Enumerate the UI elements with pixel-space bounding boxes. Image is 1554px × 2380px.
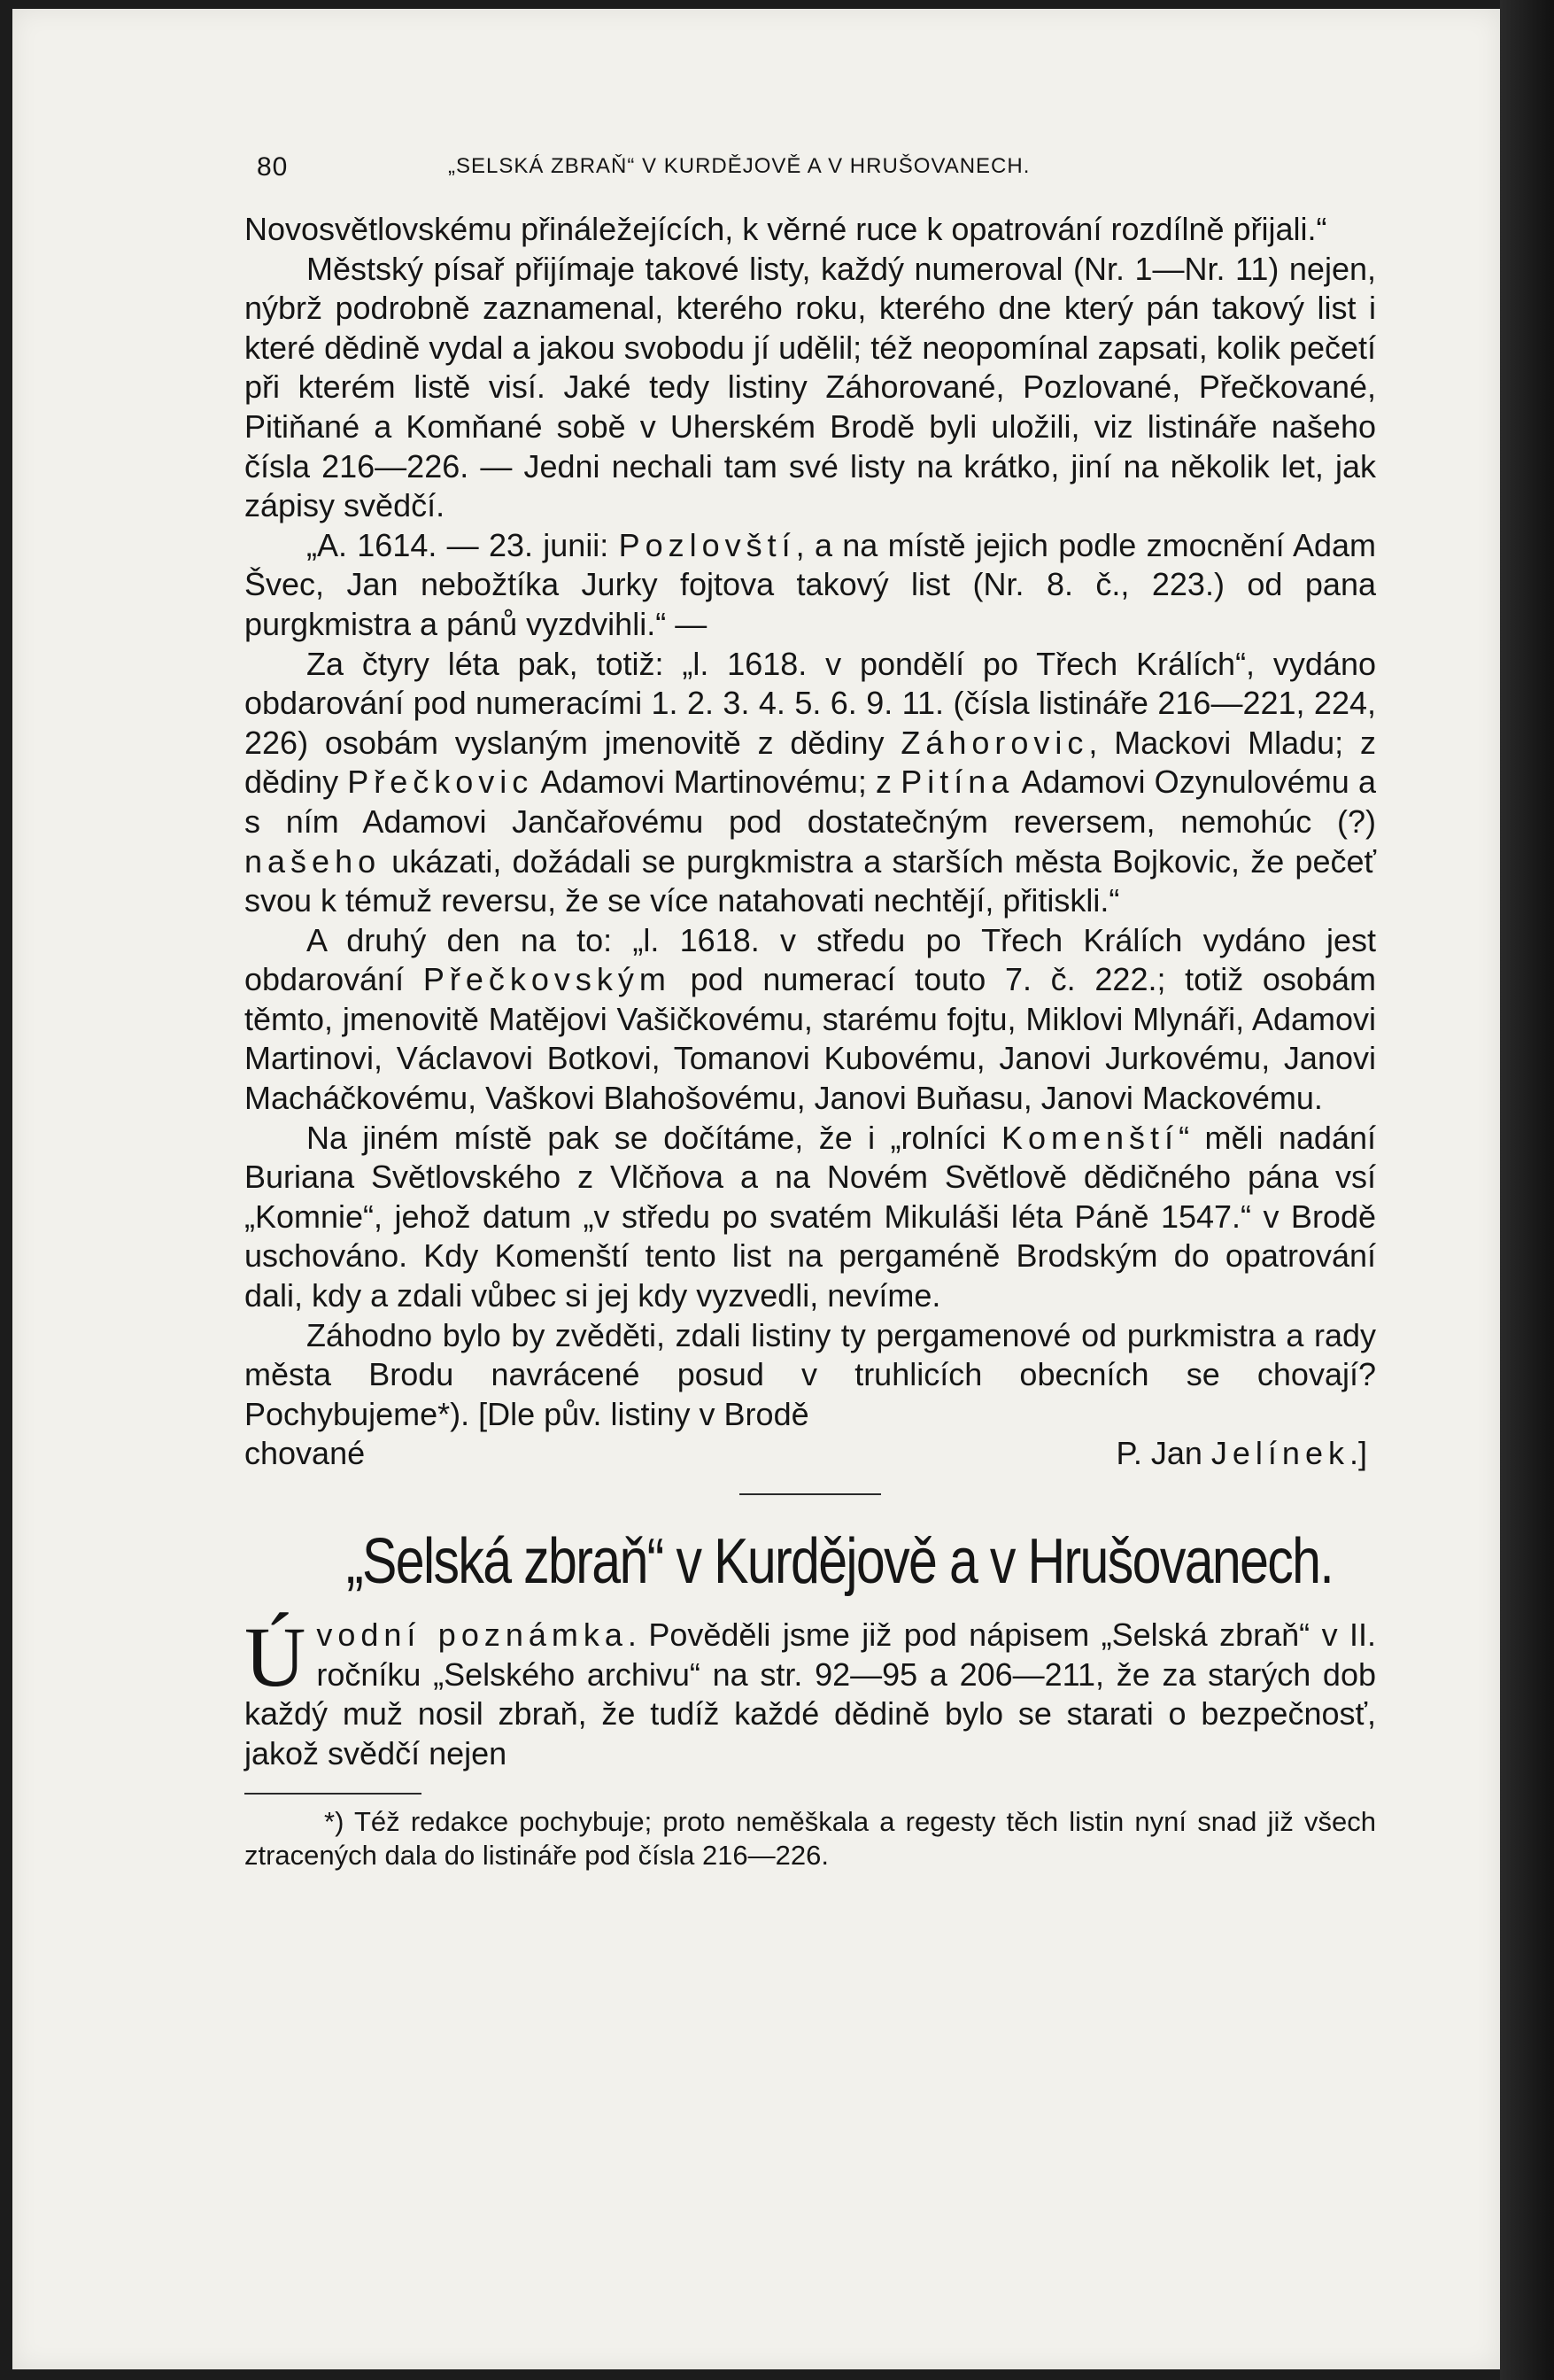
scan-edge bbox=[1500, 0, 1554, 2380]
author-end: .] bbox=[1349, 1435, 1367, 1472]
p3-text-b: , a na místě jejich podle zmocnění Adam Švec, Jan nebožtíka Jurky fojtova takový list (Nr. 8. č., 223.) od pana purgkmistra a pánů vyzdvihli.“ — bbox=[244, 526, 1376, 642]
p6-text-a: Na jiném místě pak se dočítáme, že i „rolníci bbox=[306, 1119, 1001, 1156]
p4-text-e: ukázati, dožádali se purgkmistra a starších města Bojkovic, že pečeť svou k témuž reversu, že se více natahovati nechtějí, přitiskli.“ bbox=[244, 842, 1376, 919]
signature-row bbox=[244, 1434, 1376, 1474]
p4-text-a: Za čtyry léta pak, totiž: „l. 1618. v pondělí po Třech Králích“, vydáno obdarování pod numeracími 1. 2. 3. 4. 5. 6. 9. 11. (čísla listináře 216—221, 224, 226) osobám vyslaným jmenovitě z dědiny bbox=[244, 645, 1376, 761]
paragraph-7: Záhodno bylo by zvěděti, zdali listiny ty pergamenové od purkmistra a rady města Brodu navrácené posud v truhlicích obecních se chovají? Pochybujeme*). [Dle pův. listiny v Brodě bbox=[244, 1316, 1376, 1432]
p5-text-b: pod numerací touto 7. č. 222.; totiž osobám těmto, jmenovitě Matějovi Vašičkovému, starému fojtu, Miklovi Mlynáři, Adamovi Martinovi, Václavovi Botkovi, Tomanovi Kubovému, Janovi Jurkovému, Janovi Macháčkovému, Vaškovi Blahošovému, Janovi Buňasu, Janovi Mackovému. bbox=[244, 961, 1376, 1117]
footnote-divider bbox=[244, 1793, 421, 1795]
intro-text: . Pověděli jsme již pod nápisem „Selská zbraň“ v II. ročníku „Selského archivu“ na str. 92—95 a 206—211, že za starých dob každý muž nosil zbraň, že tudíž každé dědině bylo se starati o bezpečnosť, jakož svědčí nejen bbox=[244, 1616, 1377, 1771]
section-divider bbox=[739, 1493, 881, 1495]
paragraph-2: Městský písař přijímaje takové listy, každý numeroval (Nr. 1—Nr. 11) nejen, nýbrž podrobně zaznamenal, kterého roku, kterého dne který pán takový list i které dědině vydal a jakou svobodu jí udělil; též neopomínal zapsati, kolik pečetí při kterém listě visí. Jaké tedy listiny Záhorované, Pozlované, Přečkované, Pitiňané a Komňané sobě v Uherském Brodě byli uložili, viz listináře našeho čísla 216—226. — Jedni nechali tam své listy na krátko, jiní na několik let, jak zápisy svědčí. bbox=[244, 250, 1376, 524]
p4-spaced-naseho: našeho bbox=[244, 842, 382, 880]
article-intro bbox=[244, 1609, 1377, 1773]
page-number: 80 bbox=[257, 152, 289, 182]
p4-text-b: , Mackovi Mladu; z dědiny bbox=[244, 724, 1377, 801]
intro-spaced-heading: vodní poznámka bbox=[316, 1616, 628, 1653]
p4-text-c: Adamovi Martinovému; z bbox=[533, 764, 901, 801]
p3-spaced-pozlovsti: Pozlovští bbox=[618, 526, 796, 563]
author-first: P. Jan bbox=[1116, 1435, 1211, 1472]
book-page bbox=[12, 9, 1500, 2369]
author-surname: Jelínek bbox=[1210, 1435, 1349, 1472]
p5-text-a: A druhý den na to: „l. 1618. v středu po Třech Králích vydáno jest obdarování bbox=[244, 921, 1376, 998]
running-title: „SELSKÁ ZBRAŇ“ V KURDĚJOVĚ A V HRUŠOVANECH. bbox=[448, 154, 1031, 178]
paragraph-6 bbox=[244, 1119, 1376, 1316]
p5-spaced-preckovskym: Přečkovským bbox=[422, 961, 671, 998]
paragraph-1: Novosvětlovskému přináležejících, k věrné ruce k opatrování rozdílně přijali.“ bbox=[244, 211, 1327, 247]
p3-text-a: „A. 1614. — 23. junii: bbox=[306, 526, 619, 563]
article-title: „Selská zbraň“ v Kurdějově a v Hrušovanech. bbox=[346, 1526, 1334, 1597]
paragraph-3 bbox=[244, 526, 1376, 645]
p6-spaced-komensti: Komenští bbox=[1001, 1119, 1179, 1156]
page-content bbox=[244, 142, 1376, 1872]
p4-text-d: Adamovi Ozynulovému a s ním Adamovi Jančařovému pod dostatečným reversem, nemohúc (?) bbox=[244, 764, 1376, 840]
p4-spaced-zahorovic: Záhorovic bbox=[901, 724, 1089, 761]
p4-spaced-preckovic: Přečkovic bbox=[347, 764, 534, 801]
signature-left: chované bbox=[244, 1435, 366, 1472]
running-head bbox=[244, 142, 1376, 186]
signature-author bbox=[1116, 1434, 1376, 1474]
p6-text-b: “ měli nadání Buriana Světlovského z Vlčňova a na Novém Světlově dědičného pána vsí „Komnie“, jehož datum „v středu po svatém Mikuláši léta Páně 1547.“ v Brodě uschováno. Kdy Komenští tento list na pergaméně Brodským do opatrování dali, kdy a zdali vůbec si jej kdy vyzvedli, nevíme. bbox=[244, 1119, 1376, 1314]
drop-cap: Ú bbox=[244, 1609, 306, 1704]
p4-spaced-pitina: Pitína bbox=[901, 764, 1015, 801]
footnote: *) Též redakce pochybuje; proto neměškala a regesty těch listin nyní snad již všech ztracených dala do listináře pod čísla 216—226. bbox=[244, 1806, 1376, 1872]
paragraph-4 bbox=[244, 645, 1376, 921]
paragraph-5 bbox=[244, 921, 1376, 1119]
